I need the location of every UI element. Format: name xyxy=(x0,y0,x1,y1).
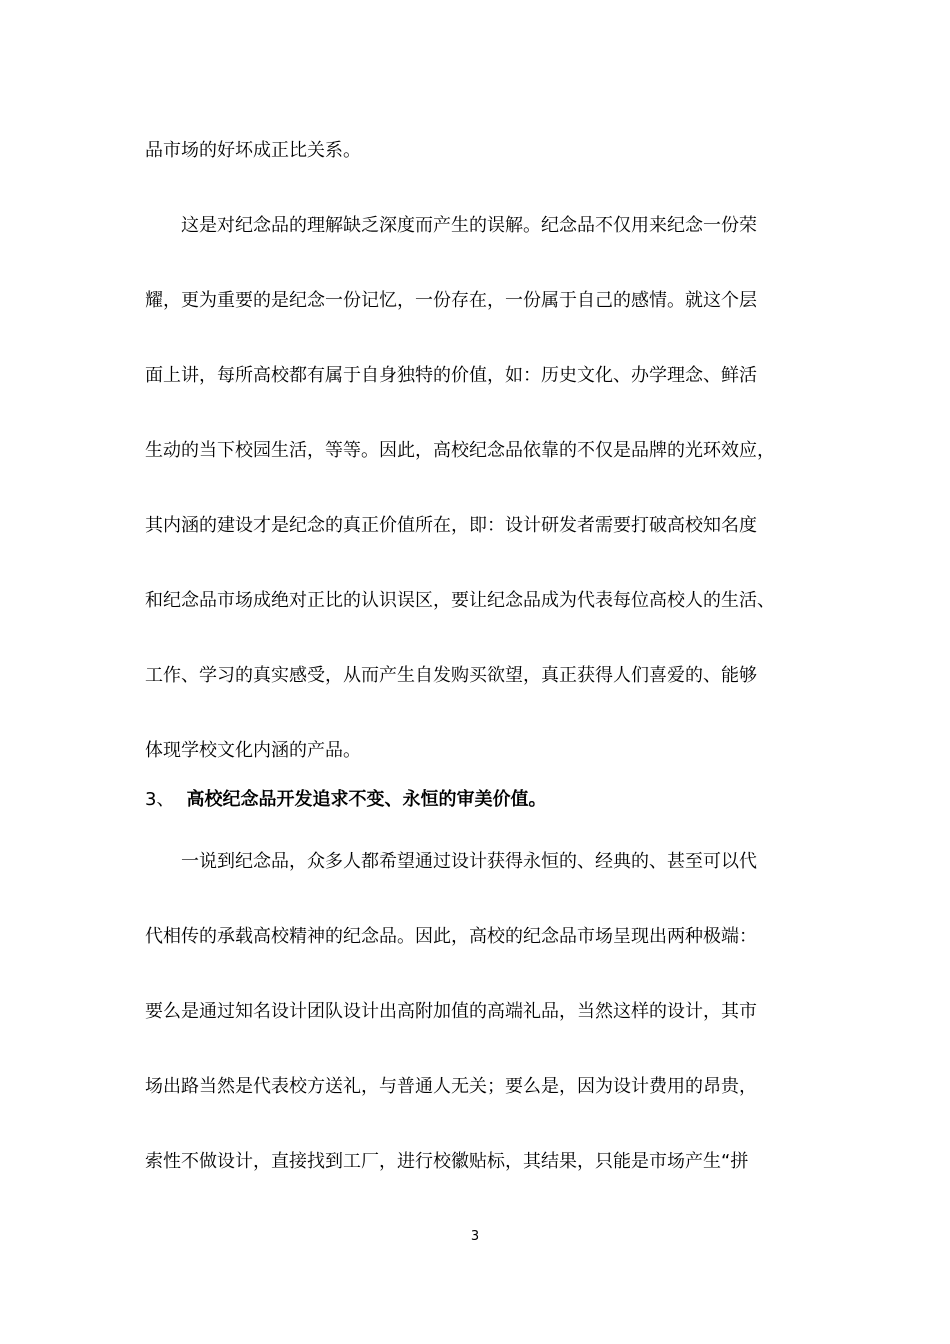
paragraph-line: 一说到纪念品，众多人都希望通过设计获得永恒的、经典的、甚至可以代 xyxy=(181,851,757,872)
paragraph-line: 品市场的好坏成正比关系。 xyxy=(145,140,361,161)
paragraph-line: 要么是通过知名设计团队设计出高附加值的高端礼品，当然这样的设计，其市 xyxy=(145,1001,757,1022)
paragraph-line: 面上讲，每所高校都有属于自身独特的价值，如：历史文化、办学理念、鲜活 xyxy=(145,365,757,386)
paragraph-line: 体现学校文化内涵的产品。 xyxy=(145,740,361,761)
paragraph-line: 场出路当然是代表校方送礼，与普通人无关；要么是，因为设计费用的昂贵， xyxy=(145,1076,757,1097)
section-title: 高校纪念品开发追求不变、永恒的审美价值。 xyxy=(186,789,547,810)
paragraph-line: 工作、学习的真实感受，从而产生自发购买欲望，真正获得人们喜爱的、能够 xyxy=(145,665,757,686)
paragraph-line: 生动的当下校园生活，等等。因此，高校纪念品依靠的不仅是品牌的光环效应， xyxy=(145,440,775,461)
paragraph-line: 耀，更为重要的是纪念一份记忆，一份存在，一份属于自己的感情。就这个层 xyxy=(145,290,757,311)
paragraph-line: 索性不做设计，直接找到工厂，进行校徽贴标，其结果，只能是市场产生“拼 xyxy=(145,1151,749,1172)
page-number: 3 xyxy=(470,1229,480,1244)
section-number: 3、 xyxy=(145,789,175,810)
section-heading xyxy=(145,788,825,812)
paragraph-line: 这是对纪念品的理解缺乏深度而产生的误解。纪念品不仅用来纪念一份荣 xyxy=(181,215,757,236)
paragraph-line: 和纪念品市场成绝对正比的认识误区，要让纪念品成为代表每位高校人的生活、 xyxy=(145,590,775,611)
paragraph-line: 其内涵的建设才是纪念的真正价值所在，即：设计研发者需要打破高校知名度 xyxy=(145,515,757,536)
paragraph-line: 代相传的承载高校精神的纪念品。因此，高校的纪念品市场呈现出两种极端： xyxy=(145,926,757,947)
